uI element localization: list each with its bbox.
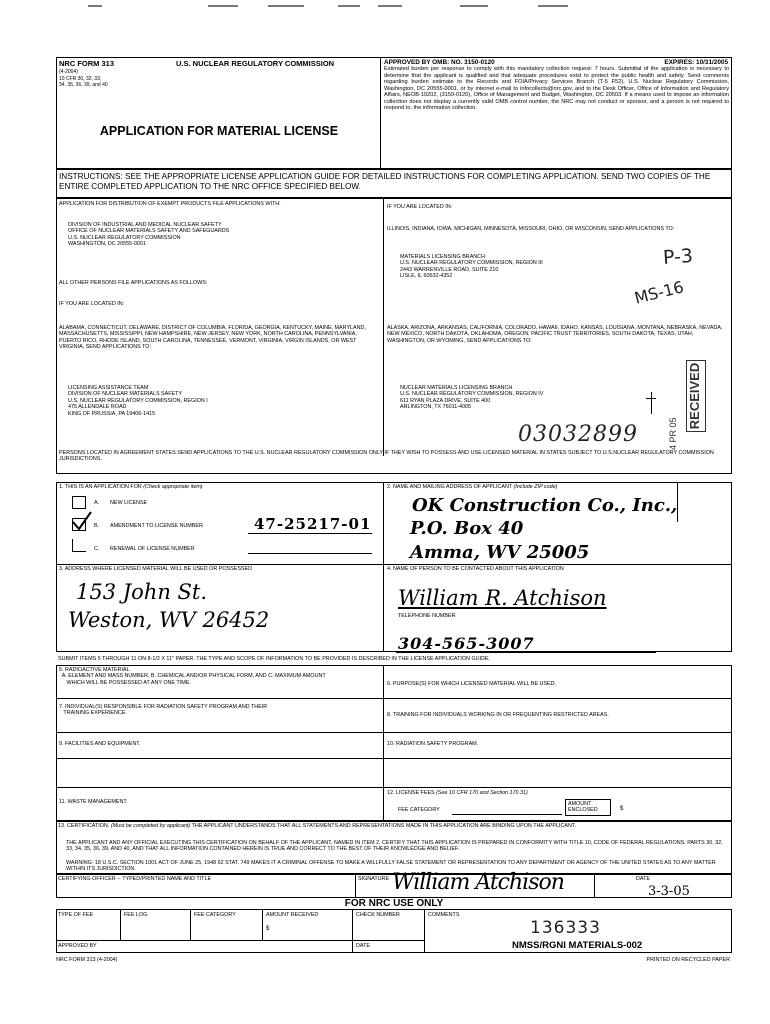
fee-category-label: FEE CATEGORY: [398, 807, 440, 813]
certifying-officer-label: CERTIFYING OFFICER -- TYPED/PRINTED NAME AND TITLE: [58, 876, 212, 882]
option-a-letter: A.: [94, 500, 100, 506]
license-number-line: [248, 533, 372, 534]
item12-label-text: 12. LICENSE FEES: [387, 790, 435, 796]
row-divider: [56, 758, 732, 759]
instructions-text: INSTRUCTIONS: SEE THE APPROPRIATE LICENSE APPLICATION GUIDE FOR DETAILED INSTRUCTIONS FOR COMPLETING APPLICATION. SEND TWO COPIES OF THE ENTIRE COMPLETED APPLICATION TO THE NRC OFFICE SPECIFIED BELOW.: [59, 172, 711, 191]
amount-enclosed-dollar: $: [620, 806, 624, 812]
stamp-tick: [651, 392, 652, 414]
item12-label-note: (See 10 CFR 170 and Section 170.31): [436, 790, 528, 796]
signature-date: 3-3-05: [648, 884, 690, 899]
item1-label: [59, 484, 203, 490]
item12-label: [387, 790, 528, 796]
date-label: DATE: [636, 876, 650, 882]
nrc-fee-category-label: FEE CATEGORY: [194, 912, 236, 918]
fee-category-line: [452, 814, 562, 815]
omb-label-text: APPROVED BY OMB:: [384, 59, 450, 66]
stamp-tick: [646, 398, 656, 399]
header-divider: [380, 57, 381, 169]
contact-phone: 304-565-3007: [398, 634, 535, 653]
handwritten-ms16: MS-16: [632, 277, 686, 308]
signature-label: SIGNATURE: [358, 876, 390, 882]
item1-label-note: (Check appropriate item): [143, 484, 203, 490]
use-address-street: 153 John St.: [76, 580, 208, 604]
items-divider: [383, 482, 384, 652]
new-license-label: NEW LICENSE: [110, 500, 148, 506]
item11-label: 11. WASTE MANAGEMENT.: [59, 799, 128, 805]
scan-mark: [378, 5, 402, 7]
form-meta: (4-2004) 10 CFR 30, 32, 33, 34, 35, 36, 39, and 40: [59, 69, 108, 88]
approved-by-label: APPROVED BY: [58, 943, 97, 949]
omb-label: [384, 59, 495, 66]
applicant-name: OK Construction Co., Inc.,: [412, 495, 678, 516]
warning-paragraph: WARNING: 18 U.S.C. SECTION 1001 ACT OF JUNE 25, 1948 62 STAT. 749 MAKES IT A CRIMINAL OFFENSE TO MAKE A WILLFULLY FALSE STATEMENT OR REPRESENTATION TO ANY DEPARTMENT OR AGENCY OF THE UNITED STATES AS TO ANY MATTER WITHIN ITS JURISDICTION.: [66, 860, 716, 873]
row-divider: [56, 698, 732, 699]
region4-states: ALASKA, ARIZONA, ARKANSAS, CALIFORNIA, COLORADO, HAWAII, IDAHO, KANSAS, LOUISIANA, MONTANA, NEBRASKA, NEVADA, NEW MEXICO, NORTH DAKOTA, OKLAHOMA, OREGON, PACIFIC TRUST TERRITORIES, SOUTH DAKOTA, TEXAS, UTAH, WASHINGTON, OR WYOMING, SEND APPLICATIONS TO:: [387, 325, 723, 344]
nrc-col-divider: [424, 909, 425, 953]
license-number-value: 47-25217-01: [254, 515, 372, 533]
item2-label: [387, 484, 557, 490]
amount-enclosed-label: AMOUNT ENCLOSED: [568, 801, 598, 814]
right-if-located: IF YOU ARE LOCATED IN:: [387, 204, 453, 210]
scan-mark: [208, 5, 238, 7]
item2-label-note: (Include ZIP code): [513, 484, 558, 490]
item2-label-text: 2. NAME AND MAILING ADDRESS OF APPLICANT: [387, 484, 513, 490]
submit-note: SUBMIT ITEMS 5 THROUGH 11 ON 8-1/2 X 11" PAPER. THE TYPE AND SCOPE OF INFORMATION TO BE PROVIDED IS DESCRIBED IN THE LICENSE APPLICATION GUIDE.: [58, 656, 491, 662]
nmss-label: NMSS/RGNI MATERIALS-002: [512, 940, 643, 951]
region1-address: LICENSING ASSISTANCE TEAM DIVISION OF NUCLEAR MATERIALS SAFETY U.S. NUCLEAR REGULATORY COMMISSION, REGION I 475 ALLENDALE ROAD KING OF PRUSSIA, PA 19406-1415: [68, 385, 208, 417]
check-number-label: CHECK NUMBER: [356, 912, 400, 918]
handwritten-p3: P-3: [662, 244, 694, 270]
type-of-fee-label: TYPE OF FEE: [58, 912, 94, 918]
footer-recycled: PRINTED ON RECYCLED PAPER: [646, 957, 730, 963]
certification-heading: [58, 823, 728, 829]
items-5-12-divider: [383, 665, 384, 821]
region4-address: NUCLEAR MATERIALS LICENSING BRANCH U.S. NUCLEAR REGULATORY COMMISSION, REGION IV 611 RYAN PLAZA DRIVE, SUITE 400 ARLINGTON, TX 76011-4005: [400, 385, 544, 411]
handwritten-docket-number: 03032899: [518, 422, 638, 447]
certification-heading-note: (Must be completed by applicant): [110, 823, 191, 829]
applicant-city: Amma, WV 25005: [410, 542, 590, 563]
renewal-label: RENEWAL OF LICENSE NUMBER: [110, 546, 195, 552]
row-divider: [56, 787, 732, 788]
nrc-date-label: DATE: [356, 943, 370, 949]
region3-states: ILLINOIS, INDIANA, IOWA, MICHIGAN, MINNESOTA, MISSOURI, OHIO, OR WISCONSIN, SEND APPLICATIONS TO:: [387, 226, 675, 232]
amendment-label: AMENDMENT TO LICENSE NUMBER: [110, 523, 203, 529]
scan-mark: [268, 5, 304, 7]
burden-statement: Estimated burden per response to comply with this mandatory collection request: 7 hours. Submittal of the application is necessary to determine that the applicant is qualified and that adequate procedures exist to protect the public health and safety. Send comments regarding burden estimate to the Records and FOIA/Privacy Services Branch (T-5 F52), U.S. Nuclear Regulatory Commission, Washington, DC 20555-0001, or by internet e-mail to infocollects@nrc.gov, and to the Desk Officer, Office of Information and Regulatory Affairs, NEOB-10202, (3150-0120), Office of Management and Budget, Washington, DC 20503. If a means used to impose an information collection does not display a currently valid OMB control number, the NRC may not conduct or sponsor, and a person is not required to respond to, the information collection.: [384, 66, 729, 111]
phone-label: TELEPHONE NUMBER: [398, 613, 456, 619]
certification-paragraph: THE APPLICANT AND ANY OFFICIAL EXECUTING THIS CERTIFICATION ON BEHALF OF THE APPLICANT, NAMED IN ITEM 2, CERTIFY THAT THIS APPLICATION IS PREPARED IN CONFORMITY WITH TITLE 10, CODE OF FEDERAL REGULATIONS, PARTS 30, 32, 33, 34, 35, 36, 39, AND 40, AND THAT ALL INFORMATION CONTAINED HEREIN IS TRUE AND CORRECT TO THE BEST OF THEIR KNOWLEDGE AND BELIEF.: [66, 840, 723, 853]
items-row-divider: [56, 564, 732, 565]
item7-label: 7. INDIVIDUAL(S) RESPONSIBLE FOR RADIATION SAFETY PROGRAM AND THEIR TRAINING EXPERIENCE.: [59, 704, 268, 717]
region1-states: ALABAMA, CONNECTICUT, DELAWARE, DISTRICT OF COLUMBIA, FLORIDA, GEORGIA, KENTUCKY, MAINE, MARYLAND, MASSACHUSETTS, MISSISSIPPI, NEW HAMPSHIRE, NEW JERSEY, NEW YORK, NORTH CAROLINA, PENNSYLVANIA, PUERTO RICO, RHODE ISLAND, SOUTH CAROLINA, TENNESSEE, VERMONT, VIRGINIA, VIRGIN ISLANDS, OR WEST VIRGINIA, SEND APPLICATIONS TO:: [59, 325, 366, 351]
exempt-heading: APPLICATION FOR DISTRIBUTION OF EXEMPT PRODUCTS FILE APPLICATIONS WITH:: [59, 201, 281, 207]
nrc-col-divider: [190, 909, 191, 940]
agency-name: U.S. NUCLEAR REGULATORY COMMISSION: [176, 59, 335, 68]
applicant-signature: William Atchison: [392, 870, 564, 895]
other-persons-heading: ALL OTHER PERSONS FILE APPLICATIONS AS FOLLOWS:: [59, 280, 208, 286]
nrc-col-divider: [352, 909, 353, 953]
expires-date: EXPIRES: 10/31/2005: [664, 59, 728, 66]
nrc-col-divider: [120, 909, 121, 940]
item5-label: 5. RADIOACTIVE MATERIAL A. ELEMENT AND MASS NUMBER, B. CHEMICAL AND/OR PHYSICAL FORM, AND C. MAXIMUM AMOUNT WHICH WILL BE POSSESSED AT ANY ONE TIME.: [59, 667, 326, 686]
amendment-checkbox[interactable]: [72, 518, 86, 531]
option-b-letter: B.: [94, 523, 100, 529]
scan-mark: [88, 5, 102, 7]
fee-log-label: FEE LOG: [124, 912, 148, 918]
omb-number: NO. 3150-0120: [451, 59, 495, 66]
certification-heading-label: 13. CERTIFICATION.: [58, 823, 110, 829]
renewal-checkbox[interactable]: [72, 539, 86, 552]
scan-mark: [538, 5, 568, 7]
certification-heading-text: THE APPLICANT UNDERSTANDS THAT ALL STATEMENTS AND REPRESENTATIONS MADE IN THIS APPLICATION ARE BINDING UPON THE APPLICANT.: [191, 823, 577, 829]
item4-label: 4. NAME OF PERSON TO BE CONTACTED ABOUT THIS APPLICATION: [387, 566, 564, 572]
handwritten-control-number: 136333: [530, 918, 601, 938]
scan-mark: [338, 5, 360, 7]
region3-address: MATERIALS LICENSING BRANCH U.S. NUCLEAR REGULATORY COMMISSION, REGION III 2443 WARRENVILLE ROAD, SUITE 210 LISLE, IL 60532-4352: [400, 254, 543, 280]
amount-received-label: AMOUNT RECEIVED: [266, 912, 319, 918]
scan-mark: [460, 5, 488, 7]
date-divider: [594, 874, 595, 898]
contact-name: William R. Atchison: [398, 586, 607, 610]
item9-label: 9. FACILITIES AND EQUIPMENT.: [59, 741, 141, 747]
received-stamp-date: 4 PR 05: [668, 417, 678, 450]
form-number: NRC FORM 313: [59, 59, 115, 68]
item8-label: 8. TRAINING FOR INDIVIDUALS WORKING IN OR FREQUENTING RESTRICTED AREAS.: [387, 712, 609, 718]
comments-label: COMMENTS: [428, 912, 460, 918]
signature-divider: [355, 874, 356, 898]
item1-label-text: 1. THIS IS AN APPLICATION FOR: [59, 484, 142, 490]
row-divider: [56, 732, 732, 733]
received-stamp: RECEIVED: [686, 360, 706, 432]
renewal-number-line: [248, 553, 372, 554]
phone-line: [396, 652, 656, 653]
new-license-checkbox[interactable]: [72, 496, 86, 509]
nrc-use-heading: FOR NRC USE ONLY: [344, 898, 444, 909]
nrc-use-row-divider: [56, 940, 424, 941]
nrc-col-divider: [262, 909, 263, 940]
amount-received-dollar: $: [266, 926, 270, 932]
item6-label: 6. PURPOSE(S) FOR WHICH LICENSED MATERIAL WILL BE USED.: [387, 681, 557, 687]
form-title: APPLICATION FOR MATERIAL LICENSE: [99, 124, 339, 138]
address-divider: [383, 198, 384, 456]
option-c-letter: C.: [94, 546, 100, 552]
exempt-address: DIVISION OF INDUSTRIAL AND MEDICAL NUCLEAR SAFETY OFFICE OF NUCLEAR MATERIALS SAFETY AND SAFEGUARDS U.S. NUCLEAR REGULATORY COMMISSION WASHINGTON, DC 20555-0001: [68, 222, 230, 248]
applicant-po-box: P.O. Box 40: [410, 518, 524, 539]
use-address-city: Weston, WV 26452: [68, 608, 270, 632]
item3-label: 3. ADDRESS WHERE LICENSED MATERIAL WILL BE USED OR POSSESSED: [59, 566, 253, 572]
if-located-heading: IF YOU ARE LOCATED IN:: [59, 301, 125, 307]
check-mark-icon: [71, 511, 93, 531]
stamp-tick: [677, 482, 678, 522]
footer-form-number: NRC FORM 313 (4-2004): [56, 957, 118, 963]
agreement-states-note: PERSONS LOCATED IN AGREEMENT STATES SEND APPLICATIONS TO THE U.S. NUCLEAR REGULATORY COMMISSION ONLY IF THEY WISH TO POSSESS AND USE LICENSED MATERIAL IN STATES SUBJECT TO U.S.NUCLEAR REGULATORY COMMISSION JURISDICTIONS.: [59, 450, 714, 463]
item10-label: 10. RADIATION SAFETY PROGRAM.: [387, 741, 479, 747]
